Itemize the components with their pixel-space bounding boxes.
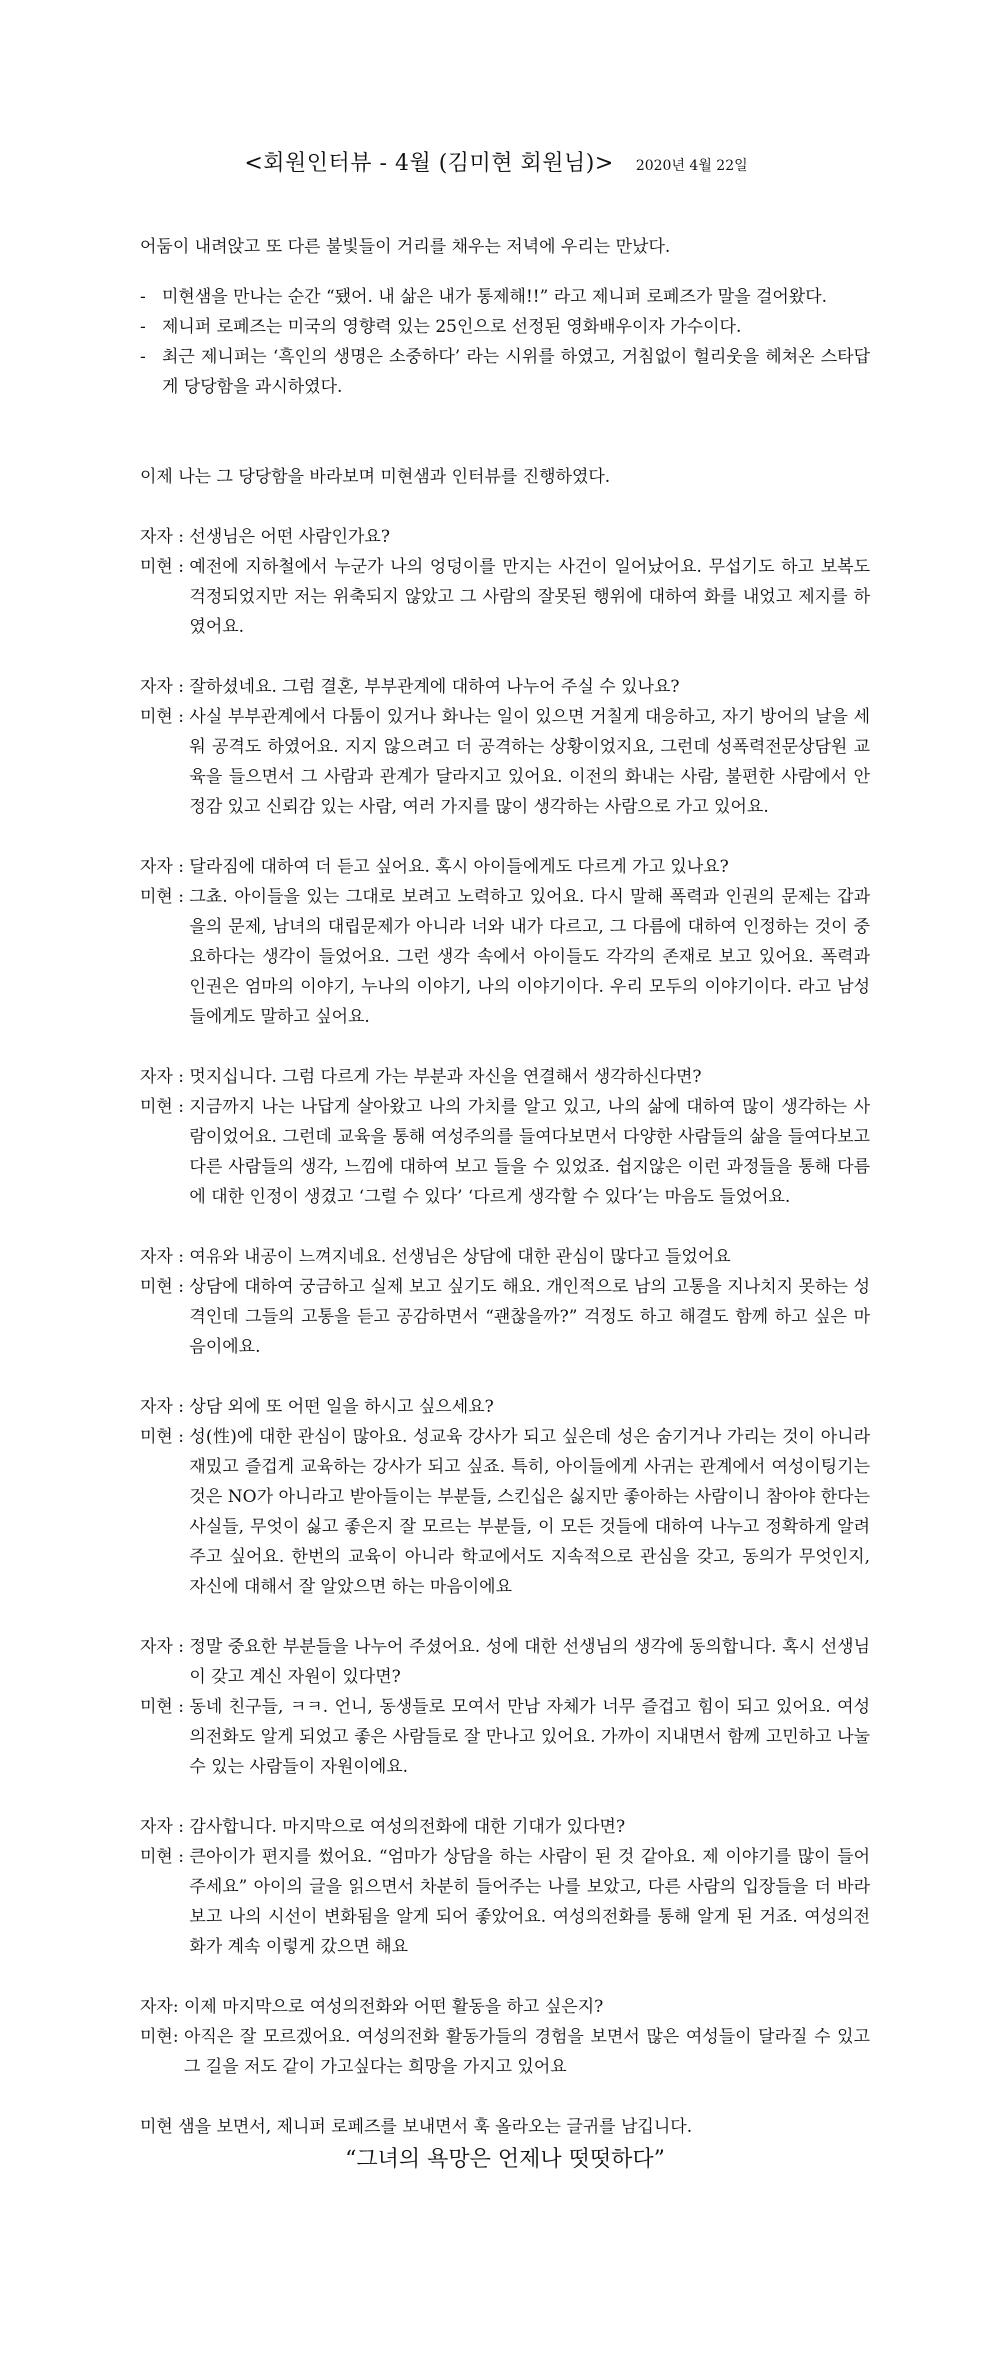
answer-line [140, 1422, 870, 1602]
answer-line [140, 1692, 870, 1782]
qa-block [140, 522, 870, 642]
question-speaker: 자자 : [140, 527, 190, 547]
answer-speaker: 미현 : [140, 557, 190, 577]
question-speaker: 자자: [140, 1997, 184, 2017]
answer-text: 지금까지 나는 나답게 살아왔고 나의 가치를 알고 있고, 나의 삶에 대하여 많이 생각하는 사람이었어요. 그런데 교육을 통해 여성주의를 들여다보면서 다양한 사람들의 삶을 들여다보고 다른 사람들의 생각, 느낌에 대하여 보고 들을 수 있었죠. 쉽지않은 이런 과정들을 통해 다름에 대한 인정이 생겼고 ‘그럴 수 있다’ ‘다르게 생각할 수 있다’는 마음도 들었어요. [189, 1097, 870, 1207]
question-text: 잘하셨네요. 그럼 결혼, 부부관계에 대하여 나누어 주실 수 있나요? [189, 677, 680, 697]
bullet-text: 미현샘을 만나는 순간 “됐어. 내 삶은 내가 통제해!!” 라고 제니퍼 로페즈가 말을 걸어왔다. [162, 287, 828, 307]
question-speaker: 자자 : [140, 677, 190, 697]
question-speaker: 자자 : [140, 1397, 190, 1417]
question-line [140, 1992, 870, 2022]
closing-paragraph: 미현 샘을 보면서, 제니퍼 로페즈를 보내면서 훅 올라오는 글귀를 남깁니다. [140, 2117, 693, 2137]
answer-text: 큰아이가 편지를 썼어요. “엄마가 상담을 하는 사람이 된 것 같아요. 제 이야기를 많이 들어주세요” 아이의 글을 읽으면서 차분히 들어주는 나를 보았고, 다른 사람의 입장들을 더 바라보고 나의 시선이 변화됨을 알게 되어 좋았어요. 여성의전화를 통해 알게 된 거죠. 여성의전화가 계속 이렇게 갔으면 해요 [189, 1847, 870, 1957]
answer-line [140, 702, 870, 822]
answer-speaker: 미현 : [140, 1847, 190, 1867]
question-line [140, 1242, 870, 1272]
qa-block [140, 1632, 870, 1782]
answer-text: 아직은 잘 모르겠어요. 여성의전화 활동가들의 경험을 보면서 많은 여성들이 달라질 수 있고 그 길을 저도 같이 가고싶다는 희망을 가지고 있어요 [183, 2027, 870, 2077]
header [0, 146, 992, 177]
qa-block [140, 1812, 870, 1962]
answer-text: 사실 부부관계에서 다툼이 있거나 화나는 일이 있으면 거칠게 대응하고, 자기 방어의 날을 세워 공격도 하였어요. 지지 않으려고 더 공격하는 상황이었지요, 그런데 성폭력전문상담원 교육을 들으면서 그 사람과 관계가 달라지고 있어요. 이전의 화내는 사람, 불편한 사람에서 안정감 있고 신뢰감 있는 사람, 여러 가지를 많이 생각하는 사람으로 가고 있어요. [189, 707, 870, 817]
question-text: 선생님은 어떤 사람인가요? [189, 527, 390, 547]
question-speaker: 자자 : [140, 1637, 190, 1657]
question-speaker: 자자 : [140, 1067, 190, 1087]
page-title: <회원인터뷰 - 4월 (김미현 회원님)> [244, 151, 614, 176]
answer-speaker: 미현 : [140, 887, 190, 907]
question-speaker: 자자 : [140, 1817, 190, 1837]
answer-text: 성(性)에 대한 관심이 많아요. 성교육 강사가 되고 싶은데 성은 숨기거나 가리는 것이 아니라 재밌고 즐겁게 교육하는 강사가 되고 싶죠. 특히, 아이들에게 사귀는 관계에서 여성이팅기는 것은 NO가 아니라고 받아들이는 부분들, 스킨십은 싫지만 좋아하는 사람이니 참아야 한다는 사실들, 무엇이 싫고 좋은지 잘 모르는 부분들, 이 모든 것들에 대하여 나누고 정확하게 알려주고 싶어요. 한번의 교육이 아니라 학교에서도 지속적으로 관심을 갖고, 동의가 무엇인지, 자신에 대해서 잘 알았으면 하는 마음이에요 [189, 1427, 870, 1597]
answer-text: 그쵸. 아이들을 있는 그대로 보려고 노력하고 있어요. 다시 말해 폭력과 인권의 문제는 갑과 을의 문제, 남녀의 대립문제가 아니라 너와 내가 다르고, 그 다름에 대하여 인정하는 것이 중요하다는 생각이 들었어요. 그런 생각 속에서 아이들도 각각의 존재로 보고 있어요. 폭력과 인권은 엄마의 이야기, 누나의 이야기, 나의 이야기이다. 우리 모두의 이야기이다. 라고 남성들에게도 말하고 싶어요. [189, 887, 870, 1027]
closing-quote: “그녀의 욕망은 언제나 떳떳하다” [345, 2147, 665, 2172]
question-text: 이제 마지막으로 여성의전화와 어떤 활동을 하고 싶은지? [183, 1997, 604, 2017]
bullet-item [140, 282, 870, 312]
answer-line [140, 1092, 870, 1212]
transition-paragraph: 이제 나는 그 당당함을 바라보며 미현샘과 인터뷰를 진행하였다. [140, 467, 611, 487]
question-text: 달라짐에 대하여 더 듣고 싶어요. 혹시 아이들에게도 다르게 가고 있나요? [189, 857, 729, 877]
answer-speaker: 미현: [140, 2027, 184, 2047]
question-text: 감사합니다. 마지막으로 여성의전화에 대한 기대가 있다면? [189, 1817, 626, 1837]
qa-block [140, 1392, 870, 1602]
qa-block [140, 852, 870, 1032]
question-text: 여유와 내공이 느껴지네요. 선생님은 상담에 대한 관심이 많다고 들었어요 [189, 1247, 731, 1267]
document-body [140, 232, 870, 2176]
answer-speaker: 미현 : [140, 1697, 190, 1717]
answer-line [140, 2022, 870, 2082]
answer-line [140, 552, 870, 642]
answer-speaker: 미현 : [140, 707, 190, 727]
question-line [140, 1062, 870, 1092]
intro-paragraph: 어둠이 내려앉고 또 다른 불빛들이 거리를 채우는 저녁에 우리는 만났다. [140, 237, 671, 257]
answer-line [140, 882, 870, 1032]
qa-block [140, 672, 870, 822]
question-line [140, 1812, 870, 1842]
bullet-dash: - [140, 287, 146, 307]
question-line [140, 1392, 870, 1422]
question-text: 정말 중요한 부분들을 나누어 주셨어요. 성에 대한 선생님의 생각에 동의합니다. 혹시 선생님이 갖고 계신 자원이 있다면? [189, 1637, 870, 1687]
answer-speaker: 미현 : [140, 1427, 190, 1447]
question-speaker: 자자 : [140, 1247, 190, 1267]
bullet-item [140, 312, 870, 342]
answer-speaker: 미현 : [140, 1277, 190, 1297]
bullet-text: 제니퍼 로페즈는 미국의 영향력 있는 25인으로 선정된 영화배우이자 가수이다. [162, 317, 742, 337]
answer-line [140, 1272, 870, 1362]
bullet-text: 최근 제니퍼는 ‘흑인의 생명은 소중하다’ 라는 시위를 하였고, 거침없이 헐리웃을 헤쳐온 스타답게 당당함을 과시하였다. [162, 347, 870, 397]
answer-text: 동네 친구들, ㅋㅋ. 언니, 동생들로 모여서 만남 자체가 너무 즐겁고 힘이 되고 있어요. 여성의전화도 알게 되었고 좋은 사람들로 잘 만나고 있어요. 가까이 지내면서 함께 고민하고 나눌 수 있는 사람들이 자원이에요. [189, 1697, 870, 1777]
qa-block [140, 1242, 870, 1362]
question-line [140, 522, 870, 552]
qa-block [140, 1992, 870, 2082]
answer-text: 예전에 지하철에서 누군가 나의 엉덩이를 만지는 사건이 일어났어요. 무섭기도 하고 보복도 걱정되었지만 저는 위축되지 않았고 그 사람의 잘못된 행위에 대하여 화를 내었고 제지를 하였어요. [189, 557, 870, 637]
question-text: 멋지십니다. 그럼 다르게 가는 부분과 자신을 연결해서 생각하신다면? [189, 1067, 702, 1087]
qa-block [140, 1062, 870, 1212]
question-line [140, 1632, 870, 1692]
question-line [140, 672, 870, 702]
answer-speaker: 미현 : [140, 1097, 190, 1117]
answer-text: 상담에 대하여 궁금하고 실제 보고 싶기도 해요. 개인적으로 남의 고통을 지나치지 못하는 성격인데 그들의 고통을 듣고 공감하면서 “괜찮을까?” 걱정도 하고 해결도 함께 하고 싶은 마음이에요. [189, 1277, 870, 1357]
bullet-dash: - [140, 347, 146, 367]
bullet-list [140, 282, 870, 402]
answer-line [140, 1842, 870, 1962]
bullet-item [140, 342, 870, 402]
interview-date: 2020년 4월 22일 [635, 158, 748, 174]
question-speaker: 자자 : [140, 857, 190, 877]
question-text: 상담 외에 또 어떤 일을 하시고 싶으세요? [189, 1397, 494, 1417]
bullet-dash: - [140, 317, 146, 337]
question-line [140, 852, 870, 882]
